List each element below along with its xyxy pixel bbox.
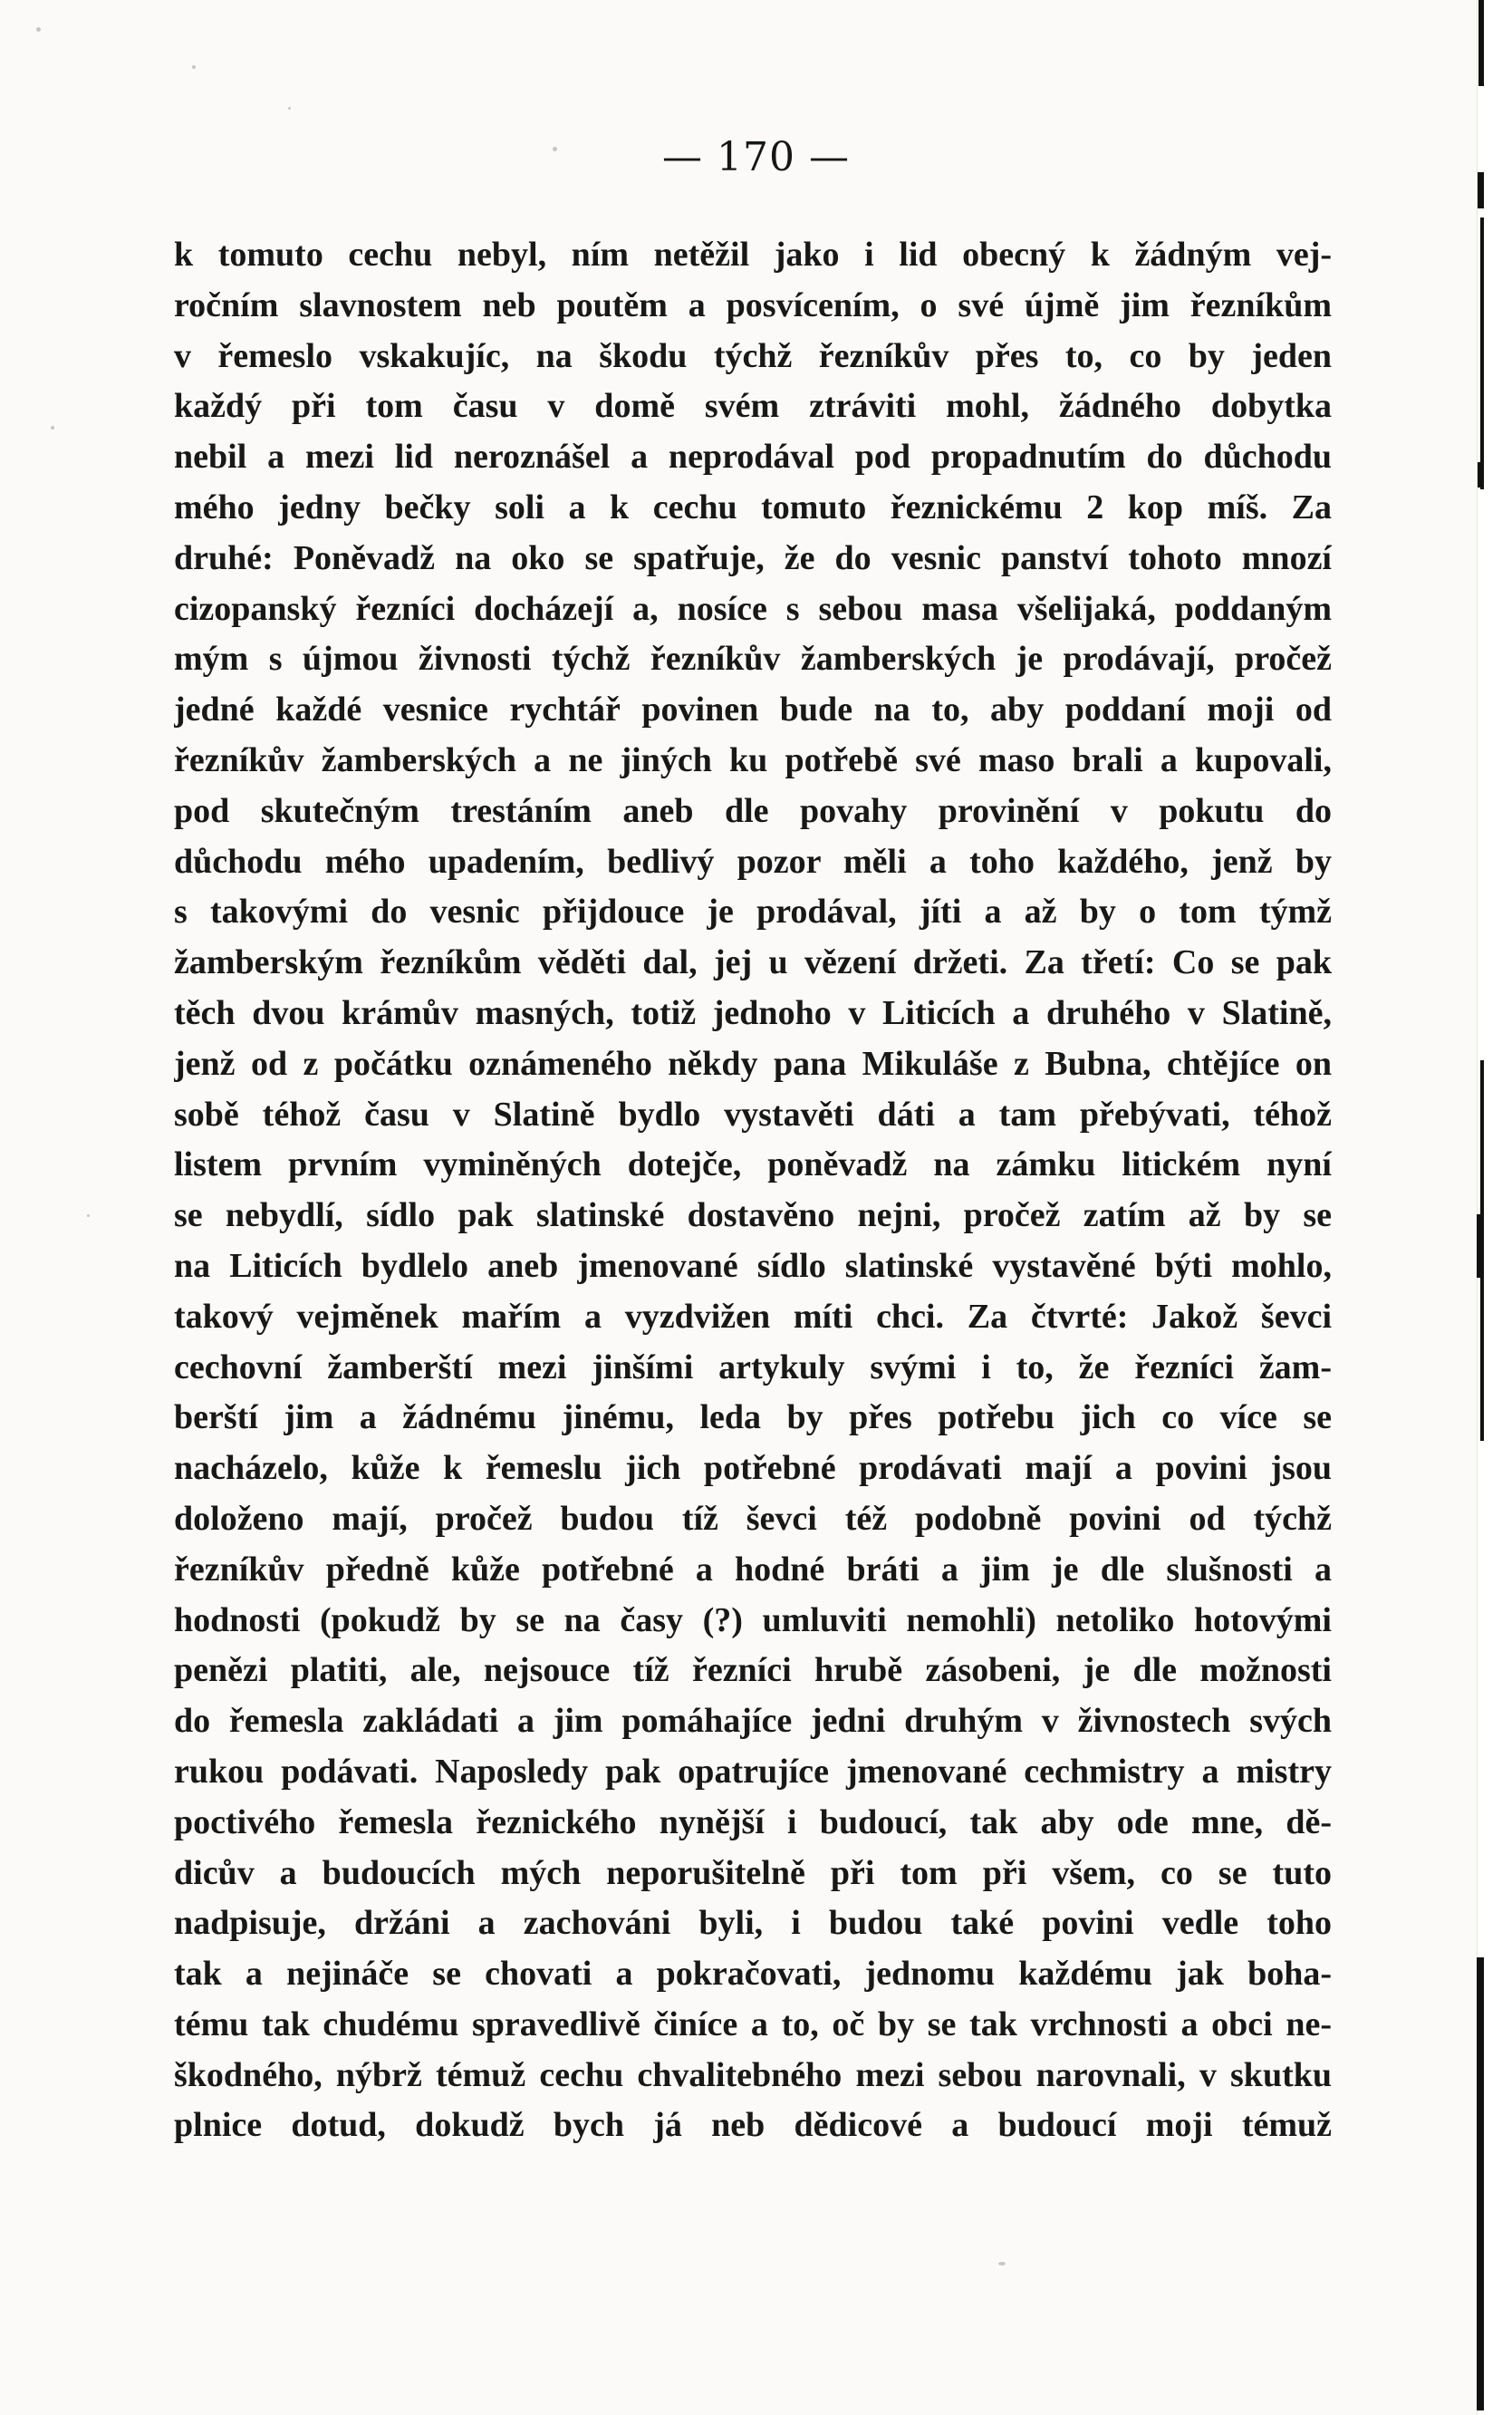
text-line: tému tak chudému spravedlivě činíce a to, oč by se tak vrchnosti a obci ne- xyxy=(174,2004,1332,2043)
text-line: berští jim a žádnému jinému, leda by přes potřebu jich co více se xyxy=(174,1398,1332,1437)
text-line: hodnosti (pokudž by se na časy (?) umluviti nemohli) netoliko hotovými xyxy=(174,1600,1332,1639)
scan-speck xyxy=(87,1214,90,1217)
text-line: na Liticích bydlelo aneb jmenované sídlo slatinské vystavěné býti mohlo, xyxy=(174,1246,1332,1285)
scan-speck xyxy=(51,426,54,430)
text-line: těch dvou krámův masných, totiž jednoho v Liticích a druhého v Slatině, xyxy=(174,993,1332,1032)
text-line: cechovní žamberští mezi jinšími artykuly svými i to, že řezníci žam- xyxy=(174,1348,1332,1386)
text-line: rukou podávati. Naposledy pak opatrujíce jmenované cechmistry a mistry xyxy=(174,1752,1332,1791)
scan-speck xyxy=(192,65,196,69)
page-number: — 170 — xyxy=(662,134,850,180)
text-line: dicův a budoucích mých neporušitelně při tom při všem, co se tuto xyxy=(174,1853,1332,1892)
text-line: poctivého řemesla řeznického nynější i budoucí, tak aby ode mne, dě- xyxy=(174,1802,1332,1841)
text-line: mým s újmou živnosti týchž řezníkův žamberských je prodávají, pročež xyxy=(174,640,1332,679)
text-line: penězi platiti, ale, nejsouce tíž řezníci hrubě zásobeni, je dle možnosti xyxy=(174,1651,1332,1690)
text-line: mého jedny bečky soli a k cechu tomuto řeznickému 2 kop míš. Za xyxy=(174,488,1332,526)
scan-speck xyxy=(998,2262,1006,2265)
text-line: sobě téhož času v Slatině bydlo vystavěti dáti a tam přebývati, téhož xyxy=(174,1095,1332,1134)
binding-mark xyxy=(1478,0,1484,86)
binding-mark xyxy=(1477,1957,1484,2410)
text-line: důchodu mého upadením, bedlivý pozor měli a toho každého, jenž by xyxy=(174,842,1332,881)
binding-mark xyxy=(1477,1214,1484,1278)
text-line: v řemeslo vskakujíc, na škodu týchž řezníkův přes to, co by jeden xyxy=(174,336,1332,375)
text-line: jedné každé vesnice rychtář povinen bude na to, aby poddaní moji od xyxy=(174,691,1332,729)
text-line: řezníkův předně kůže potřebné a hodné bráti a jim je dle slušnosti a xyxy=(174,1550,1332,1589)
text-line: s takovými do vesnic přijdouce je prodával, jíti a až by o tom týmž xyxy=(174,893,1332,932)
binding-mark xyxy=(1478,462,1484,488)
body-text xyxy=(174,230,1332,2151)
text-line: ročním slavnostem neb poutěm a posvícením, o své újmě jim řezníkům xyxy=(174,285,1332,324)
text-line: druhé: Poněvadž na oko se spatřuje, že do vesnic panství tohoto mnozí xyxy=(174,538,1332,577)
text-line: se nebydlí, sídlo pak slatinské dostavěno nejni, pročež zatím až by se xyxy=(174,1196,1332,1235)
text-line: takový vejměnek mařím a vyzdvižen míti chci. Za čtvrté: Jakož ševci xyxy=(174,1297,1332,1336)
text-line: plnice dotud, dokudž bych já neb dědicové a budoucí moji témuž xyxy=(174,2106,1332,2145)
text-line: žamberským řezníkům věděti dal, jej u vězení držeti. Za třetí: Co se pak xyxy=(174,943,1332,982)
text-line: k tomuto cechu nebyl, ním netěžil jako i lid obecný k žádným vej- xyxy=(174,236,1332,274)
text-line: listem prvním vyminěných dotejče, poněvadž na zámku litickém nyní xyxy=(174,1145,1332,1184)
text-line: doloženo mají, pročež budou tíž ševci též podobně povini od týchž xyxy=(174,1499,1332,1538)
binding-mark xyxy=(1480,1278,1484,1441)
text-line: každý při tom času v domě svém ztráviti mohl, žádného dobytka xyxy=(174,387,1332,426)
scan-speck xyxy=(288,107,291,110)
binding-mark xyxy=(1480,217,1484,489)
text-line: nadpisuje, držáni a zachováni byli, i budou také povini vedle toho xyxy=(174,1904,1332,1943)
text-line: nacházelo, kůže k řemeslu jich potřebné prodávati mají a povini jsou xyxy=(174,1449,1332,1488)
text-line: škodného, nýbrž témuž cechu chvalitebného mezi sebou narovnali, v skutku xyxy=(174,2055,1332,2094)
text-line: cizopanský řezníci docházejí a, nosíce s sebou masa všelijaká, poddaným xyxy=(174,589,1332,628)
text-line: nebil a mezi lid neroznášel a neprodával pod propadnutím do důchodu xyxy=(174,438,1332,477)
text-line: pod skutečným trestáním aneb dle povahy provinění v pokutu do xyxy=(174,791,1332,830)
text-line: řezníkův žamberských a ne jiných ku potřebě své maso brali a kupovali, xyxy=(174,740,1332,779)
text-line: jenž od z počátku oznámeného někdy pana Mikuláše z Bubna, chtějíce on xyxy=(174,1044,1332,1083)
text-line: do řemesla zakládati a jim pomáhajíce jedni druhým v živnostech svých xyxy=(174,1702,1332,1741)
text-line: tak a nejináče se chovati a pokračovati, jednomu každému jak boha- xyxy=(174,1955,1332,1994)
scan-speck xyxy=(36,27,41,32)
